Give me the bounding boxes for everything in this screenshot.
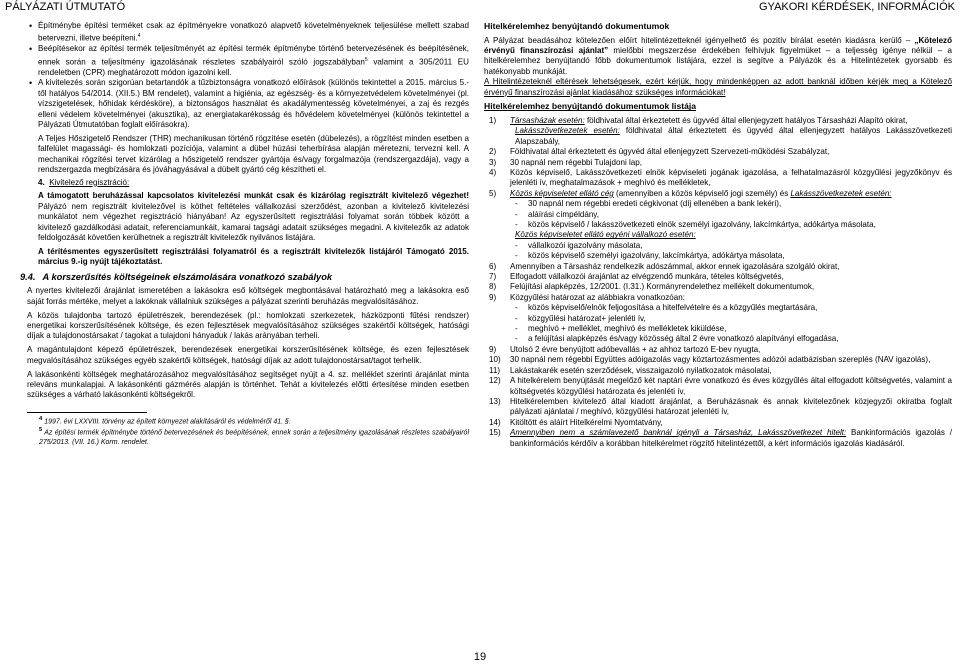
paragraph xyxy=(27,191,469,243)
bullet-text: Beépítésekor az építési termék teljesítményét az építési termék építménybe történő betervezésének és beépítésének, ennek során a teljesítmény igazolásának részletes szabályairól szóló jogszabályban xyxy=(38,44,469,67)
section-number: 4. xyxy=(38,177,45,187)
paragraph: A Teljes Hőszigetelő Rendszer (THR) mechanikusan történő rögzítése esetén (dübelezés), a rögzítést minden esetben a falfelület magassági- és homlokzati pozíciója, valamint a dübel húzási teherbírása alapján méretezni, tervezni kell. A mechanikai rögzítési tervet kizárólag a hőszigetelő rendszer gyártója és/vagy forgalmazója (rendszergazdája), vagy a rendszergazda megbízására és jóváhagyásával a dübelt gyártó cég készítheti el. xyxy=(38,133,469,175)
footnote-ref: 4 xyxy=(137,33,141,40)
bullet-item: • A kivitelezés során szigorúan betartandók a tűzbiztonságra vonatkozó előírások (különös tekintettel a 2015. március 5.-től hatályos 54/2014. (XII.5.) BM rendelet), valamint a higiénia, az egészség- és a környezetvédelem követelményei (pl. vízszigetelések, hőhidak kérdésköre), a biztonságos használat és akadálymentesség követelményei, a zaj és rezgés elleni védelem követelményei (akusztika), az energiatakarékosság és hővédelem követelményei (különös tekintettel a Pályázati Útmutatóban foglalt előírásokra). xyxy=(27,78,469,130)
item-text: földhivatal által érkeztetett és ügyvéd által ellenjegyzett hatályos Társasházi Alapító okirat, xyxy=(584,115,908,125)
footnote-number: 5 xyxy=(39,427,43,434)
paragraph: A nyertes kivitelezői árajánlat ismeretében a lakásokra eső költségek megbontásával határozható meg a lakásokra eső saját forrás mértéke, melyet a lakóknak vállalniuk szükséges a pályázat szerinti beruházás megvalósításához. xyxy=(27,286,469,306)
dash-item: - vállalkozói igazolvány másolata, xyxy=(484,241,952,251)
dash-item: - közös képviselő / lakásszövetkezeti elnök személyi igazolvány, lakcímkártya, adókártya másolata, xyxy=(484,220,952,230)
list-item: 3) 30 napnál nem régebbi Tulajdoni lap, xyxy=(484,158,952,168)
section-heading: Hitelkérelemhez benyújtandó dokumentumok xyxy=(484,21,670,31)
underlined-text: Társasházak esetén: xyxy=(510,115,585,125)
item-text: közös képviselő / lakásszövetkezeti elnök személyi igazolvány, lakcímkártya, adókártya másolata, xyxy=(528,220,876,229)
list-item: 7) Elfogadott vállalkozói árajánlat az elvégzendő munkára, tételes költségvetés, xyxy=(484,272,952,282)
dash-item: - meghívó + melléklet, meghívó és mellékletek kiküldése, xyxy=(484,324,952,334)
list-item: 10) 30 napnál nem régebbi Együttes adóigazolás vagy köztartozásmentes adózói adatbázisban szereplés (NAV igazolás), xyxy=(484,355,952,365)
item-text: 30 napnál nem régebbi eredeti cégkivonat (díj ellenében a bank lekéri), xyxy=(528,199,782,209)
list-item: 8) Felújítási alapképzés, 12/2001. (I.31.) Kormányrendelethez mellékelt dokumentumok, xyxy=(484,282,952,292)
item-text: Lakástakarék esetén szerződések, visszaigazoló nyilatkozatok másolatai, xyxy=(510,365,772,375)
underlined-text: Lakásszövetkezetek esetén: xyxy=(790,188,892,198)
list-item: 15) Amennyiben nem a számlavezető banknál igényli a Társasház, Lakásszövetkezet hitelt: Bankinformációs igazolás / bankinformációs kérdőív a korábban hitelkérelmet rögzítő hitelintézettől, a kért információs igazolás kiadásáról. xyxy=(489,428,953,448)
list-item: 6) Amennyiben a Társasház rendelkezik adószámmal, akkor ennek igazolására szolgáló okirat, xyxy=(484,262,952,272)
header-right-title: GYAKORI KÉRDÉSEK, INFORMÁCIÓK xyxy=(759,1,955,13)
item-text: 30 napnál nem régebbi Együttes adóigazolás vagy köztartozásmentes adózói adatbázisban szereplés (NAV igazolás), xyxy=(510,355,931,365)
footnote-text: Az építési termék építménybe történő betervezésének és beépítésének, ennek során a teljesítmény igazolásának részletes szabályairól 275/2013. (VII. 16.) Korm. rendelet. xyxy=(39,429,469,446)
item-text: aláírási címpéldány, xyxy=(528,209,599,219)
item-text: földhivatal által érkeztetett és ügyvéd által ellenjegyzett hatályos Lakásszövetkezeti Alapszabály, xyxy=(515,126,953,146)
item-text: A hitelkérelem benyújtását megelőző két naptári évre vonatkozó és éves közgyűlés által elfogadott költségvetés, valamint a költségvetés közgyűlési határozata és jelenléti ív, xyxy=(510,376,952,396)
item-text: Hitelkérelemben kivitelező által kiadott árajánlat, a Beruházásnak és annak kivitelezőnek közjegyzői okiratba foglalt pályázati ajánlatai / meghívó, közgyűlési határozat jelenléti ív, xyxy=(510,396,952,417)
footnote xyxy=(27,415,469,426)
section-number: 9.4. xyxy=(20,271,36,282)
list-item: 12) A hitelkérelem benyújtását megelőző két naptári évre vonatkozó és éves közgyűlés által elfogadott költségvetés, valamint a költségvetés közgyűlési határozata és jelenléti ív, xyxy=(489,376,952,396)
item-text: meghívó + melléklet, meghívó és mellékletek kiküldése, xyxy=(528,324,727,334)
list-item: 1) Társasházak esetén: földhivatal által érkeztetett és ügyvéd által ellenjegyzett hatályos Társasházi Alapító okirat, xyxy=(489,115,908,125)
item-text: közgyűlési határozat+ jelenléti ív, xyxy=(528,313,646,323)
paragraph: A térítésmentes egyszerűsített regisztrálási folyamatról és a regisztrált kivitelezők listájáról Támogató 2015. március 9.-ig nyújt tájékoztatást. xyxy=(38,246,469,267)
page-header xyxy=(0,0,960,14)
list-item: 13) Hitelkérelemben kivitelező által kiadott árajánlat, a Beruházásnak és annak kivitelezőnek közjegyzői okiratba foglalt pályázati ajánlatai / meghívó, közgyűlési határozat jelenléti ív, xyxy=(489,396,952,417)
item-text: (amennyiben a közös képviselő jogi személy) és xyxy=(613,188,791,198)
bold-text: „Kötelező érvényű finanszírozási ajánlat” xyxy=(484,35,952,55)
underlined-text: Közös képviseletet ellátó cég xyxy=(510,188,614,198)
bullet-text: valamint a 305/2011 EU rendeletben (CPR) meghatározott módon igazolni kell. xyxy=(38,57,469,77)
item-text: Földhivatal által érkeztetett és ügyvéd által ellenjegyzett Szervezeti-működési Szabályzat, xyxy=(510,147,830,157)
footnote-text: 1997. évi LXXVIII. törvény az épített környezet alakításáról és védelméről 41. §. xyxy=(44,418,291,426)
item-text: Felújítási alapképzés, 12/2001. (I.31.) Kormányrendelethez mellékelt dokumentumok, xyxy=(510,282,815,292)
page-number: 19 xyxy=(473,651,487,663)
item-text: Közgyűlési határozat az alábbiakra vonatkozóan: xyxy=(510,292,685,302)
dash-item: - közös képviselő/elnök feljogosítása a hitelfelvételre és a közgyűlés megtartására, xyxy=(484,303,952,313)
item-text: Közös képviselő, Lakásszövetkezeti elnök képviseleti jogának igazolása, a felhatalmazásról közgyűlési jegyzőkönyv és jelenléti ív, meghatalmazások + meghívó és mellékletek, xyxy=(510,167,952,188)
underlined-text: Amennyiben nem a számlavezető banknál igényli a Társasház, Lakásszövetkezet hitelt: xyxy=(510,428,847,438)
list-item: 4) Közös képviselő, Lakásszövetkezeti elnök képviseleti jogának igazolása, a felhatalmazásról közgyűlési jegyzőkönyv és jelenléti ív, meghatalmazások + meghívó és mellékletek, xyxy=(489,167,952,188)
paragraph: A magántulajdont képező épületrészek, berendezések energetikai korszerűsítésének költsége, és ezen fejlesztések megvalósításához szükséges egyéb szakértői költségek, hatósági díjak az adott tulajdonostársat/tagot terhelik. xyxy=(27,345,469,365)
item-text: közös képviselő személyi igazolvány, lakcímkártya, adókártya másolata, xyxy=(528,251,785,261)
list-item: 14) Kitöltött és aláírt Hitelkérelmi Nyomtatvány, xyxy=(484,418,952,428)
paragraph: A közös tulajdonba tartozó épületrészek, berendezések (pl.: homlokzati szerkezetek, házközponti fűtési rendszer) energetikai korszerűsítésének költsége, és ezen fejlesztések megvalósításához szükséges szakértői költségek, hatósági díjak a tulajdonostársakat / tagokat a tulajdoni hányaduk / lakás arányában terheli. xyxy=(27,310,469,341)
paragraph-text: Pályázó nem regisztrált kivitelezővel is köthet feltételes vállalkozási szerződést, azonban a kivitelező kivitelezési munkálatot nem végezhet regisztráció hiányában! Az egyszerűsített regisztrálási folyamat során többek között a kivitelező gazdálkodási adatait, referenciamunkáit, kamarai tagsági adatait szükséges megadni. A kivitelezők az adatok feldolgozását követően kerülhetnek a regisztrált kivitelezők nyilvános listájára. xyxy=(38,201,469,243)
footnote-ref: 5 xyxy=(364,56,368,63)
footnote xyxy=(27,426,469,446)
item-text: Kitöltött és aláírt Hitelkérelmi Nyomtatvány, xyxy=(510,417,663,427)
bullet-item xyxy=(27,44,469,78)
bullet-item xyxy=(27,21,469,44)
item-text: vállalkozói igazolvány másolata, xyxy=(528,240,643,250)
section-heading: Hitelkérelemhez benyújtandó dokumentumok listája xyxy=(484,101,697,112)
dash-item: - közös képviselő személyi igazolvány, lakcímkártya, adókártya másolata, xyxy=(484,251,952,261)
list-subitem xyxy=(484,126,952,147)
list-item: 2) Földhivatal által érkeztetett és ügyvéd által ellenjegyzett Szervezeti-működési Szabályzat, xyxy=(484,147,952,157)
item-text: Amennyiben a Társasház rendelkezik adószámmal, akkor ennek igazolására szolgáló okirat, xyxy=(510,261,840,271)
list-item: 11) Lakástakarék esetén szerződések, visszaigazoló nyilatkozatok másolatai, xyxy=(484,366,952,376)
list-subheading: Közös képviseletet ellátó egyéni vállalkozó esetén: xyxy=(515,230,696,240)
section-title: A korszerűsítés költségeinek elszámolására vonatkozó szabályok xyxy=(42,271,333,282)
item-text: 30 napnál nem régebbi Tulajdoni lap, xyxy=(510,157,642,167)
item-text: közös képviselő/elnök feljogosítása a hitelfelvételre és a közgyűlés megtartására, xyxy=(528,303,818,313)
dash-item: - 30 napnál nem régebbi eredeti cégkivonat (díj ellenében a bank lekéri), xyxy=(484,199,952,209)
footnote-number: 4 xyxy=(39,415,43,422)
dash-item: - aláírási címpéldány, xyxy=(484,210,952,220)
paragraph-text: mielőbbi megszerzése érdekében felhívjuk figyelmüket – a teljesség igénye nélkül – a hitelkérelemhez benyújtandó főbb dokumentumok listájára, ezzel is segítve a Pályázók és a Hitelintézetek gyorsabb és hatékonyabb munkáját. xyxy=(484,45,952,76)
section-title: Kivitelező regisztráció: xyxy=(49,177,130,187)
bullet-text: Építménybe építési terméket csak az építményekre vonatkozó alapvető követelményeknek teljesülése mellett szabad betervezni, illetve beépíteni. xyxy=(38,21,469,44)
item-text: Elfogadott vállalkozói árajánlat az elvégzendő munkára, tételes költségvetés, xyxy=(510,272,784,282)
item-text: Bankinformációs igazolás / bankinformációs kérdőív a korábban hitelkérelmet rögzítő hitelintézettől, a kért információs igazolás kiadásáról. xyxy=(510,428,953,448)
paragraph: A lakásonkénti költségek meghatározásához megvalósításához segítséget nyújt a 4. sz. melléklet szerinti árajánlat minta releváns munkalapjai. A lakásonkénti gázmérés alapján is történhet. Tehát a kivitelezés előtti értesítése minden esetben szükséges a várható lakásonkénti költségekről. xyxy=(27,369,469,400)
warning-paragraph: A Hitelintézeteknél eltérések lehetségesek, ezért kérjük, hogy mindenképpen az adott banknál időben kérjék meg a Kötelező érvényű finanszírozási ajánlat kiadásához szükséges információkat! xyxy=(484,77,952,97)
paragraph-text: A Pályázat beadásához kötelezően előírt hitelintézetteknél igényelhető és pozitív bírálat esetén kiadásra kerülő – xyxy=(484,35,915,45)
list-item: 9) Utolsó 2 évre benyújtott adóbevallás + az ahhoz tartozó E-bev nyugta, xyxy=(484,345,952,355)
header-left-title: PÁLYÁZATI ÚTMUTATÓ xyxy=(5,1,126,13)
left-column xyxy=(20,21,469,447)
underlined-text: Lakásszövetkezetek esetén: xyxy=(515,126,620,136)
bold-text: A támogatott beruházással kapcsolatos kivitelezési munkát csak és kizárólag regisztrált kivitelező végezhet! xyxy=(38,191,469,201)
paragraph xyxy=(484,36,952,78)
list-item: 9) Közgyűlési határozat az alábbiakra vonatkozóan: xyxy=(484,293,952,303)
right-column xyxy=(484,21,952,449)
section-heading xyxy=(20,271,469,283)
item-text: a felújítási alapképzés és/vagy közösség által 2 évre vonatkozó alapítványi elfogadása, xyxy=(528,334,839,344)
footnote-divider xyxy=(27,412,147,413)
dash-item: - a felújítási alapképzés és/vagy közösség által 2 évre vonatkozó alapítványi elfogadása, xyxy=(484,334,952,344)
list-item: 5) Közös képviseletet ellátó cég (amennyiben a közös képviselő jogi személy) és Lakásszövetkezetek esetén: xyxy=(489,188,892,198)
dash-item: - közgyűlési határozat+ jelenléti ív, xyxy=(484,314,952,324)
section-heading xyxy=(27,178,469,188)
item-text: Utolsó 2 évre benyújtott adóbevallás + az ahhoz tartozó E-bev nyugta, xyxy=(510,344,761,354)
